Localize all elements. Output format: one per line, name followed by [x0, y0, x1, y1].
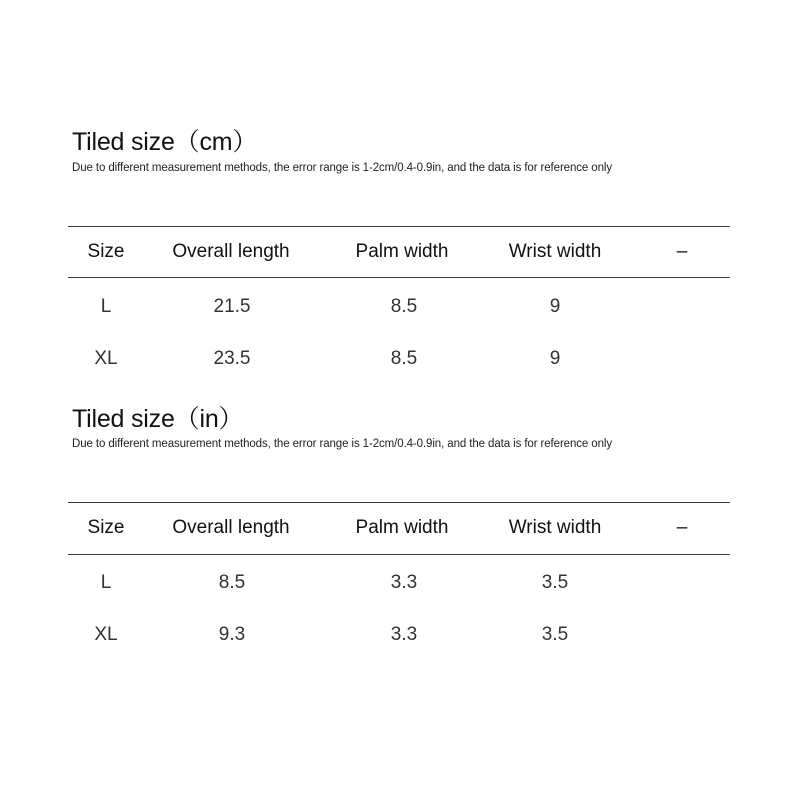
table-header-rule	[68, 554, 730, 555]
cell-palm-width: 3.3	[390, 572, 418, 593]
cell-palm-width: 8.5	[390, 348, 418, 369]
cell-wrist-width: 3.5	[541, 572, 569, 593]
header-wrist-width: Wrist width	[508, 517, 602, 538]
cell-palm-width: 8.5	[390, 296, 418, 317]
header-size: Size	[87, 517, 125, 538]
cell-overall-length: 21.5	[213, 296, 251, 317]
cell-overall-length: 9.3	[218, 624, 246, 645]
cell-size: L	[100, 296, 112, 317]
measurement-note: Due to different measurement methods, the error range is 1-2cm/0.4-0.9in, and the data is for reference only	[72, 438, 613, 450]
cell-palm-width: 3.3	[390, 624, 418, 645]
header-overall-length: Overall length	[172, 241, 290, 262]
section-title: Tiled size（in）	[72, 405, 244, 433]
header-wrist-width: Wrist width	[508, 241, 602, 262]
cell-overall-length: 23.5	[213, 348, 251, 369]
cell-wrist-width: 9	[549, 348, 561, 369]
header-overall-length: Overall length	[172, 517, 290, 538]
header-extra: –	[676, 517, 688, 538]
section-title: Tiled size（cm）	[72, 128, 258, 156]
table-header-rule	[68, 277, 730, 278]
cell-wrist-width: 9	[549, 296, 561, 317]
header-palm-width: Palm width	[355, 517, 449, 538]
header-palm-width: Palm width	[355, 241, 449, 262]
cell-wrist-width: 3.5	[541, 624, 569, 645]
header-size: Size	[87, 241, 125, 262]
measurement-note: Due to different measurement methods, the error range is 1-2cm/0.4-0.9in, and the data is for reference only	[72, 162, 613, 174]
cell-size: L	[100, 572, 112, 593]
cell-size: XL	[94, 348, 118, 369]
cell-overall-length: 8.5	[218, 572, 246, 593]
table-top-rule	[68, 502, 730, 503]
header-extra: –	[676, 241, 688, 262]
table-top-rule	[68, 226, 730, 227]
cell-size: XL	[94, 624, 118, 645]
